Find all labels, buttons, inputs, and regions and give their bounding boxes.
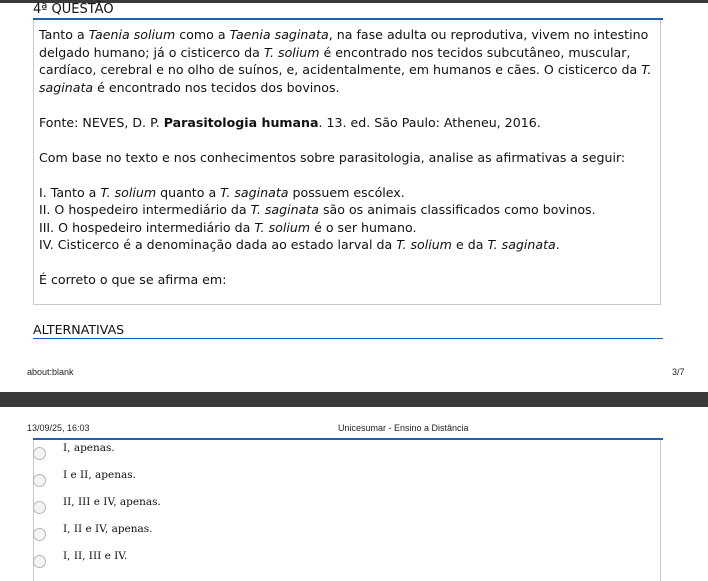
intro-text: , na fase adulta ou reprodutiva, vivem no intestino delgado humano; já o cisticerco da	[39, 27, 649, 60]
option-2[interactable]	[33, 469, 653, 489]
statement-text: III. O hospedeiro intermediário da	[39, 219, 255, 235]
statement-text: quanto a	[156, 184, 221, 200]
statement-3	[39, 219, 657, 237]
species-name: T. solium	[100, 184, 157, 200]
statement-4	[39, 236, 657, 254]
citation-book-title: Parasitologia humana	[163, 114, 319, 130]
statement-1	[39, 184, 657, 202]
page-header-site-title: Unicesumar - Ensino a Distância	[338, 423, 469, 433]
species-name: T. solium	[254, 219, 311, 235]
statement-text: possuem escólex.	[288, 184, 405, 200]
alternatives-title-underline	[33, 338, 663, 339]
intro-text: é encontrado nos tecidos subcutâneo, muscular, cardíaco, cerebral e no olho de suínos, e, acidentalmente, em humanos e cães. O cisticerco da	[39, 44, 642, 77]
page-break-separator	[0, 392, 708, 407]
radio-button[interactable]	[33, 555, 46, 568]
page-footer-url: about:blank	[27, 367, 74, 377]
citation-text: . 13. ed. São Paulo: Atheneu, 2016.	[318, 114, 541, 130]
species-name: T. solium	[263, 44, 320, 60]
statement-text: I. Tanto a	[39, 184, 101, 200]
option-label: II, III e IV, apenas.	[63, 496, 161, 508]
page-footer-number: 3/7	[672, 367, 685, 377]
option-label: I, apenas.	[63, 442, 115, 454]
option-3[interactable]	[33, 496, 653, 516]
question-closing: É correto o que se afirma em:	[39, 272, 227, 287]
statement-text: são os animais classificados como bovinos.	[318, 202, 596, 217]
option-label: I, II, III e IV.	[63, 550, 128, 562]
species-name: Taenia saginata	[229, 27, 329, 42]
question-intro-paragraph	[39, 26, 657, 96]
question-body	[39, 26, 657, 289]
intro-text: como a	[175, 27, 230, 42]
species-name: T. solium	[396, 237, 452, 252]
option-label: I e II, apenas.	[63, 469, 136, 481]
question-prompt: Com base no texto e nos conhecimentos sobre parasitologia, analise as afirmativas a seguir:	[39, 149, 626, 165]
option-1[interactable]	[33, 442, 653, 462]
radio-button[interactable]	[33, 501, 46, 514]
intro-text: é encontrado nos tecidos dos bovinos.	[93, 79, 340, 95]
radio-button[interactable]	[33, 474, 46, 487]
radio-button[interactable]	[33, 447, 46, 460]
source-citation	[39, 114, 657, 132]
statement-text: e da	[451, 237, 488, 252]
option-5[interactable]	[33, 550, 653, 570]
option-label: I, II e IV, apenas.	[63, 523, 153, 535]
alternatives-title: ALTERNATIVAS	[33, 322, 125, 337]
statement-text: .	[555, 237, 560, 252]
species-name: T. saginata	[39, 62, 652, 95]
statement-2	[39, 201, 657, 219]
option-4[interactable]	[33, 523, 653, 543]
intro-text: Tanto a	[39, 27, 89, 42]
page-header-datetime: 13/09/25, 16:03	[27, 423, 90, 433]
statement-text: II. O hospedeiro intermediário da	[39, 202, 251, 217]
species-name: Taenia solium	[88, 27, 176, 42]
question-title: 4ª QUESTÃO	[33, 2, 114, 17]
citation-text: Fonte: NEVES, D. P.	[39, 114, 164, 130]
statement-text: IV. Cisticerco é a denominação dada ao estado larval da	[39, 237, 397, 252]
radio-button[interactable]	[33, 528, 46, 541]
species-name: T. saginata	[487, 237, 556, 252]
species-name: T. saginata	[250, 202, 319, 217]
species-name: T. saginata	[220, 184, 289, 200]
statement-text: é o ser humano.	[310, 219, 417, 235]
